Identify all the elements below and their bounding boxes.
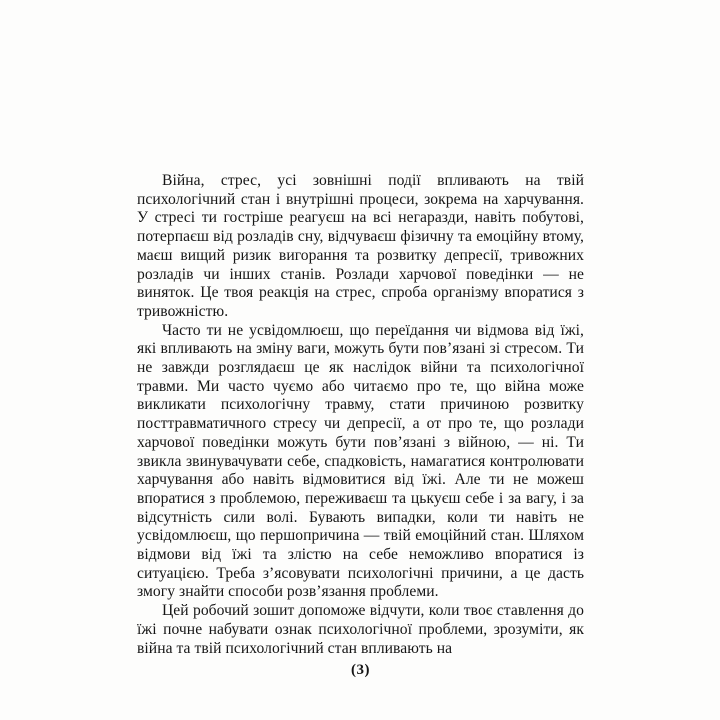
text-block xyxy=(137,172,584,658)
paragraph-2: Часто ти не усвідомлюєш, що переїдання чи відмова від їжі, які впливають на зміну ваги, можуть бути пов’язані зі стресом. Ти не завжди розглядаєш це як наслідок війни та психологічної травми. Ми часто чуємо або читаємо про те, що війна може викликати психологічну травму, стати причиною розвитку посттравматичного стресу чи депресії, а от про те, що розлади харчової поведінки можуть бути пов’язані з війною, — ні. Ти звикла звинувачувати себе, спадковість, намагатися контролювати харчування або навіть відмовитися від їжі. Але ти не можеш впоратися з проблемою, переживаєш та цькуєш себе і за вагу, і за відсутність сили волі. Бувають випадки, коли ти навіть не усвідомлюєш, що першопричина — твій емоційний стан. Шляхом відмови від їжі та злістю на себе неможливо впоратися із ситуацією. Треба з’ясовувати психологічні причини, а це дасть змогу знайти способи розв’язання проблеми. xyxy=(137,321,584,601)
paragraph-3: Цей робочий зошит допоможе відчути, коли твоє ставлення до їжі почне набувати ознак психологічної проблеми, зрозуміти, як війна та твій психологічний стан впливають на xyxy=(137,602,584,657)
page-number: (3) xyxy=(351,662,370,678)
paragraph-1: Війна, стрес, усі зовнішні події впливають на твій психологічний стан і внутрішні процеси, зокрема на харчування. У стресі ти гостріше реагуєш на всі негаразди, навіть побутові, потерпаєш від розладів сну, відчуваєш фізичну та емоційну втому, маєш вищий ризик вигорання та розвитку депресії, тривожних розладів чи інших станів. Розлади харчової поведінки — не виняток. Це твоя реакція на стрес, спроба організму впоратися з тривожністю. xyxy=(137,172,584,320)
